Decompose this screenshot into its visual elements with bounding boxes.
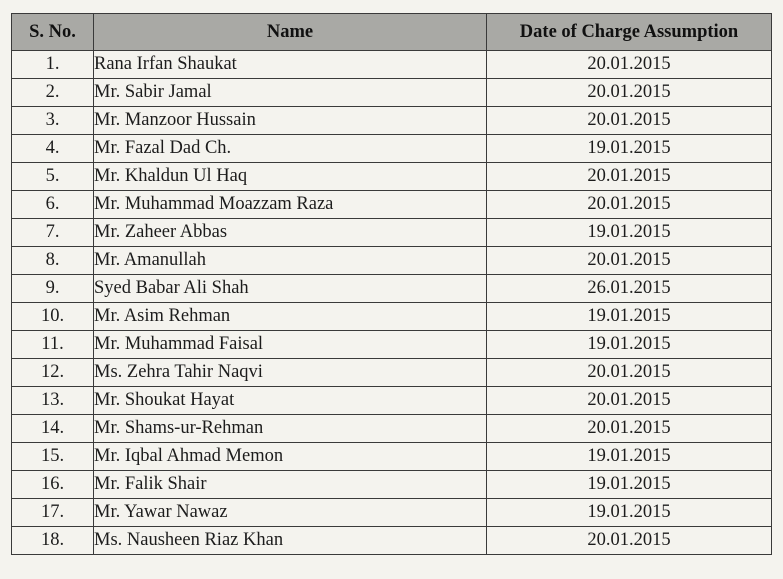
table-row bbox=[12, 387, 772, 415]
serial-number-cell: 1. bbox=[12, 51, 94, 79]
name-cell: Mr. Yawar Nawaz bbox=[94, 499, 487, 527]
date-cell: 26.01.2015 bbox=[487, 275, 772, 303]
name-cell: Rana Irfan Shaukat bbox=[94, 51, 487, 79]
serial-number-cell: 9. bbox=[12, 275, 94, 303]
date-cell: 20.01.2015 bbox=[487, 415, 772, 443]
serial-number-cell: 15. bbox=[12, 443, 94, 471]
serial-number-cell: 7. bbox=[12, 219, 94, 247]
table-row bbox=[12, 499, 772, 527]
date-cell: 20.01.2015 bbox=[487, 247, 772, 275]
serial-number-cell: 14. bbox=[12, 415, 94, 443]
name-cell: Mr. Iqbal Ahmad Memon bbox=[94, 443, 487, 471]
serial-number-cell: 16. bbox=[12, 471, 94, 499]
table-row bbox=[12, 79, 772, 107]
name-cell: Mr. Zaheer Abbas bbox=[94, 219, 487, 247]
name-cell: Syed Babar Ali Shah bbox=[94, 275, 487, 303]
serial-number-cell: 5. bbox=[12, 163, 94, 191]
date-cell: 19.01.2015 bbox=[487, 443, 772, 471]
table-row bbox=[12, 191, 772, 219]
serial-number-cell: 18. bbox=[12, 527, 94, 555]
name-cell: Mr. Asim Rehman bbox=[94, 303, 487, 331]
date-cell: 19.01.2015 bbox=[487, 303, 772, 331]
date-cell: 19.01.2015 bbox=[487, 499, 772, 527]
date-cell: 20.01.2015 bbox=[487, 359, 772, 387]
name-cell: Mr. Khaldun Ul Haq bbox=[94, 163, 487, 191]
table-row bbox=[12, 275, 772, 303]
serial-number-cell: 4. bbox=[12, 135, 94, 163]
table-row bbox=[12, 51, 772, 79]
serial-number-cell: 13. bbox=[12, 387, 94, 415]
name-cell: Mr. Manzoor Hussain bbox=[94, 107, 487, 135]
date-cell: 20.01.2015 bbox=[487, 79, 772, 107]
name-cell: Ms. Zehra Tahir Naqvi bbox=[94, 359, 487, 387]
serial-number-cell: 11. bbox=[12, 331, 94, 359]
name-cell: Mr. Falik Shair bbox=[94, 471, 487, 499]
charge-assumption-table bbox=[11, 13, 772, 555]
date-cell: 19.01.2015 bbox=[487, 471, 772, 499]
table-row bbox=[12, 247, 772, 275]
table-body bbox=[12, 51, 772, 555]
date-cell: 19.01.2015 bbox=[487, 331, 772, 359]
serial-number-cell: 8. bbox=[12, 247, 94, 275]
name-cell: Mr. Shoukat Hayat bbox=[94, 387, 487, 415]
table-header bbox=[12, 14, 772, 51]
serial-number-cell: 10. bbox=[12, 303, 94, 331]
name-cell: Mr. Shams-ur-Rehman bbox=[94, 415, 487, 443]
table-row bbox=[12, 359, 772, 387]
table-row bbox=[12, 107, 772, 135]
table-row bbox=[12, 527, 772, 555]
header-row bbox=[12, 14, 772, 51]
date-cell: 20.01.2015 bbox=[487, 387, 772, 415]
date-cell: 20.01.2015 bbox=[487, 107, 772, 135]
table-row bbox=[12, 471, 772, 499]
serial-number-cell: 3. bbox=[12, 107, 94, 135]
date-cell: 20.01.2015 bbox=[487, 163, 772, 191]
name-cell: Ms. Nausheen Riaz Khan bbox=[94, 527, 487, 555]
serial-number-cell: 2. bbox=[12, 79, 94, 107]
header-serial-number: S. No. bbox=[12, 14, 94, 51]
serial-number-cell: 12. bbox=[12, 359, 94, 387]
table-row bbox=[12, 163, 772, 191]
table-row bbox=[12, 135, 772, 163]
name-cell: Mr. Amanullah bbox=[94, 247, 487, 275]
name-cell: Mr. Sabir Jamal bbox=[94, 79, 487, 107]
table-row bbox=[12, 303, 772, 331]
serial-number-cell: 6. bbox=[12, 191, 94, 219]
table-row bbox=[12, 415, 772, 443]
name-cell: Mr. Fazal Dad Ch. bbox=[94, 135, 487, 163]
table-row bbox=[12, 443, 772, 471]
date-cell: 20.01.2015 bbox=[487, 51, 772, 79]
name-cell: Mr. Muhammad Faisal bbox=[94, 331, 487, 359]
table-row bbox=[12, 219, 772, 247]
date-cell: 20.01.2015 bbox=[487, 191, 772, 219]
header-name: Name bbox=[94, 14, 487, 51]
date-cell: 20.01.2015 bbox=[487, 527, 772, 555]
header-date-of-charge-assumption: Date of Charge Assumption bbox=[487, 14, 772, 51]
date-cell: 19.01.2015 bbox=[487, 219, 772, 247]
serial-number-cell: 17. bbox=[12, 499, 94, 527]
name-cell: Mr. Muhammad Moazzam Raza bbox=[94, 191, 487, 219]
date-cell: 19.01.2015 bbox=[487, 135, 772, 163]
table-row bbox=[12, 331, 772, 359]
